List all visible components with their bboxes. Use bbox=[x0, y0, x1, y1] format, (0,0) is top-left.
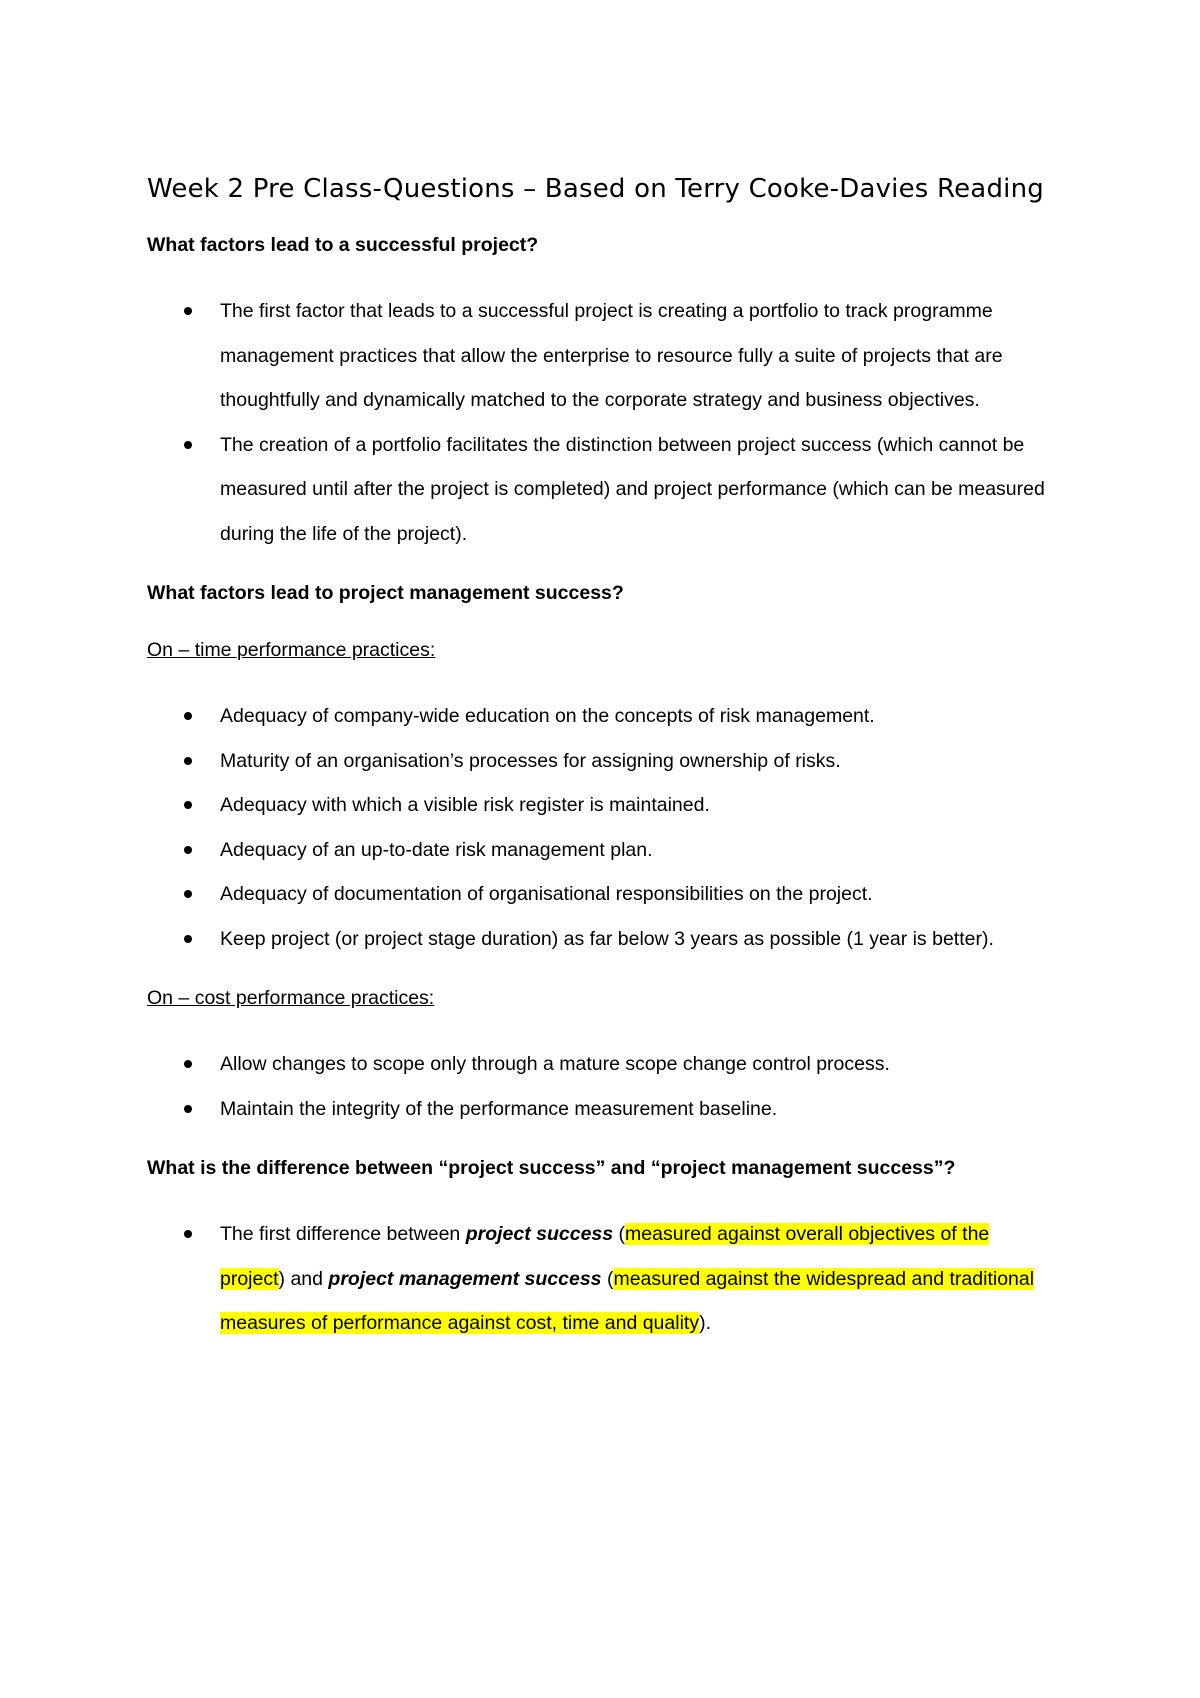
list-item-text: Keep project (or project stage duration) as far below 3 years as possible (1 year is better). bbox=[220, 927, 994, 950]
list-item-text: Adequacy with which a visible risk register is maintained. bbox=[220, 794, 710, 816]
bullet-icon bbox=[184, 441, 192, 449]
bullet-list-successful-project bbox=[147, 289, 1050, 556]
bullet-icon bbox=[184, 307, 192, 315]
list-item-text: Maturity of an organisation’s processes for assigning ownership of risks. bbox=[220, 749, 841, 772]
highlight-project-success-definition: measured against overall objectives of the project bbox=[220, 1223, 990, 1290]
list-item-text: Adequacy of company-wide education on the concepts of risk management. bbox=[220, 705, 875, 727]
list-item bbox=[147, 694, 1050, 739]
list-item-text: Maintain the integrity of the performance measurement baseline. bbox=[220, 1097, 778, 1120]
subheading-cost-performance: On – cost performance practices: bbox=[147, 987, 435, 1009]
list-item bbox=[147, 783, 1050, 828]
bullet-list-cost-performance bbox=[147, 1042, 1050, 1131]
document-title: Week 2 Pre Class-Questions – Based on Terry Cooke-Davies Reading bbox=[147, 174, 1044, 204]
term-project-success: project success bbox=[465, 1223, 614, 1245]
bullet-icon bbox=[184, 935, 192, 943]
bullet-icon bbox=[184, 846, 192, 854]
bullet-list-difference bbox=[147, 1212, 1050, 1346]
list-item-text: The first factor that leads to a successful project is creating a portfolio to track programme management practices that allow the enterprise to resource fully a suite of projects that are thoughtfully and dynamically matched to the corporate strategy and business objectives. bbox=[220, 300, 1003, 411]
list-item-text: The creation of a portfolio facilitates the distinction between project success (which cannot be measured until after the project is completed) and project performance (which can be measured during the life of the project). bbox=[220, 433, 1045, 545]
list-item bbox=[147, 917, 1050, 962]
list-item bbox=[147, 423, 1050, 557]
question-pm-success: What factors lead to project management success? bbox=[147, 582, 624, 604]
bullet-icon bbox=[184, 757, 192, 765]
rich-text-9: ). bbox=[699, 1312, 711, 1334]
term-project-management-success: project management success bbox=[328, 1267, 602, 1290]
bullet-icon bbox=[184, 1105, 192, 1113]
list-item bbox=[147, 1087, 1050, 1132]
list-item bbox=[147, 872, 1050, 917]
rich-text-1: The first difference between bbox=[220, 1223, 466, 1245]
rich-text-3: ( bbox=[613, 1223, 626, 1245]
bullet-icon bbox=[184, 712, 192, 720]
list-item-text: Adequacy of documentation of organisational responsibilities on the project. bbox=[220, 883, 873, 905]
subheading-time-performance: On – time performance practices: bbox=[147, 639, 436, 661]
list-item bbox=[147, 828, 1050, 873]
highlight-pm-success-definition: measured against the widespread and traditional measures of performance against cost, time and quality bbox=[220, 1267, 1035, 1334]
list-item bbox=[147, 739, 1050, 784]
list-item bbox=[147, 1042, 1050, 1087]
rich-text-5: ) and bbox=[278, 1267, 329, 1290]
question-difference: What is the difference between “project success” and “project management success”? bbox=[147, 1157, 956, 1179]
bullet-icon bbox=[184, 1060, 192, 1068]
question-successful-project: What factors lead to a successful project? bbox=[147, 234, 539, 256]
bullet-icon bbox=[184, 890, 192, 898]
list-item bbox=[147, 1212, 1050, 1346]
bullet-icon bbox=[184, 801, 192, 809]
rich-text-7: ( bbox=[601, 1267, 614, 1290]
list-item-text: Adequacy of an up-to-date risk management plan. bbox=[220, 838, 653, 861]
bullet-icon bbox=[184, 1230, 192, 1238]
list-item-text: Allow changes to scope only through a mature scope change control process. bbox=[220, 1053, 890, 1075]
bullet-list-time-performance bbox=[147, 694, 1050, 961]
list-item bbox=[147, 289, 1050, 423]
